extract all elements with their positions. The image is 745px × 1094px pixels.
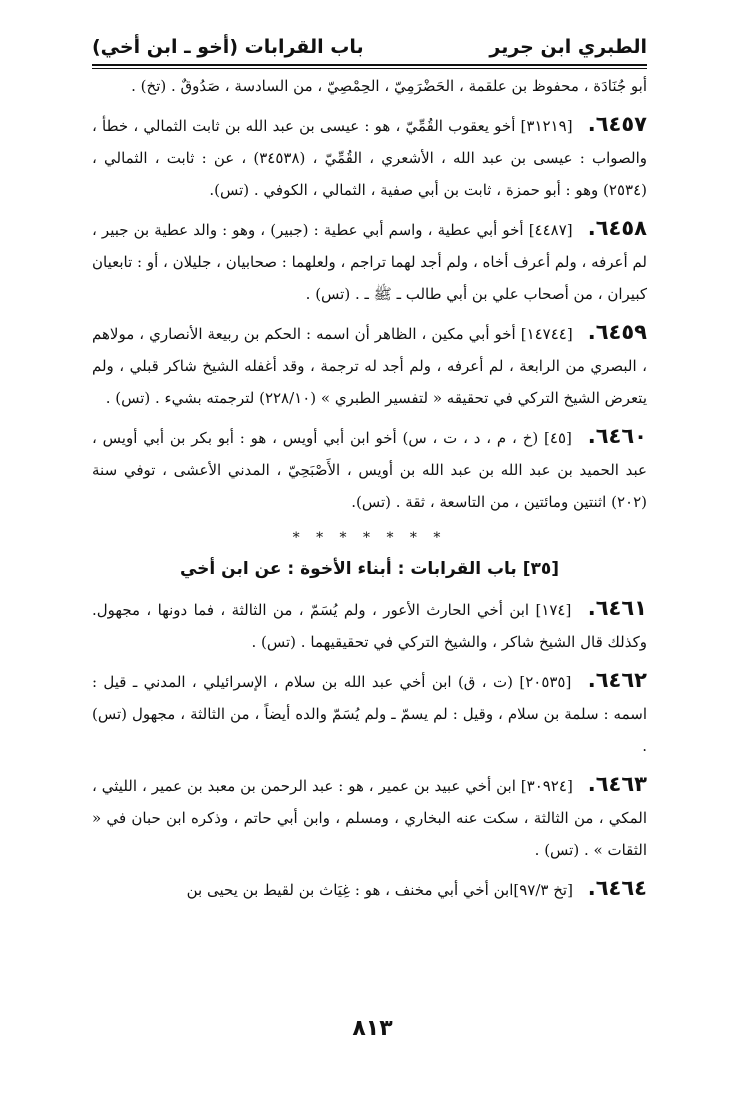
entry-6460 — [92, 420, 647, 518]
header-book-title: الطبري ابن جرير — [489, 36, 647, 58]
entry-6459 — [92, 316, 647, 414]
entry-number: ٦٤٦١. — [587, 596, 647, 620]
header-rule-thin — [92, 68, 647, 69]
entry-number: ٦٤٦٢. — [587, 668, 647, 692]
entry-number: ٦٤٦٤. — [587, 876, 647, 900]
entry-text: [٣٠٩٢٤] ابن أخي عبيد بن عمير ، هو : عبد الرحمن بن معبد بن عمير ، الليثي ، المكي ، من الثالثة ، سكت عنه البخاري ، ومسلم ، وابن أبي حاتم ، وذكره ابن حبان في « الثقات » . (تس) . — [92, 777, 647, 859]
entry-6461 — [92, 592, 647, 658]
entry-number: ٦٤٥٩. — [587, 320, 647, 344]
running-header — [92, 30, 647, 64]
header-rule — [92, 64, 647, 66]
section-separator: * * * * * * * — [292, 530, 447, 546]
entry-text: أبو جُنَادَة ، محفوظ بن علقمة ، الحَضْرَمِيّ ، الحِمْصِيّ ، من السادسة ، صَدُوقٌ . (تخ) . — [131, 77, 647, 95]
page-body — [92, 70, 647, 912]
entry-text: [٤٤٨٧] أخو أبي عطية ، واسم أبي عطية : (جبير) ، وهو : والد عطية بن جبير ، لم أعرفه ، ولم أعرف أخاه ، ولم أجد لهما تراجم ، ولعلهما : صحابيان ، جليلان ، أو : تابعيان كبيران ، من أصحاب علي بن أبي طالب ـ ﷺ ـ . (تس) . — [91, 221, 647, 303]
entry-6464 — [92, 872, 647, 906]
section-title: [٣٥] باب القرابات : أبناء الأخوة : عن ابن أخي — [179, 559, 560, 579]
entry-continued — [92, 70, 647, 102]
entry-text: [١٤٧٤٤] أخو أبي مكين ، الظاهر أن اسمه : الحكم بن ربيعة الأنصاري ، مولاهم ، البصري من الرابعة ، لم أعرفه ، ولم أجد له ترجمة ، وقد أغفله الشيخ شاكر قبلي ، ولم يتعرض الشيخ التركي في تحقيقه « لتفسير الطبري » (٢٢٨/١٠) لترجمته بشيء . (تس) . — [92, 325, 647, 407]
entry-text: [٢٠٥٣٥] (ت ، ق) ابن أخي عبد الله بن سلام ، الإسرائيلي ، المدني ـ قيل : اسمه : سلمة بن سلام ، وقيل : لم يسمّ ـ ولم يُسَمّ والده أيضاً ، من الثالثة ، مجهول (تس) . — [92, 673, 647, 755]
entry-text: [تخ ٩٧/٣]ابن أخي أبي مخنف ، هو : غِيَاث بن لقيط بن يحيى بن — [186, 881, 573, 899]
entry-6458 — [92, 212, 647, 310]
entry-6462 — [92, 664, 647, 762]
entry-number: ٦٤٦٣. — [587, 772, 647, 796]
entry-number: ٦٤٥٨. — [587, 216, 647, 240]
entry-6463 — [92, 768, 647, 866]
entry-6457 — [92, 108, 647, 206]
entry-text: [١٧٤] ابن أخي الحارث الأعور ، ولم يُسَمّ ، من الثالثة ، فما دونها ، مجهول. وكذلك قال الشيخ شاكر ، والشيخ التركي في تحقيقيهما . (تس) . — [92, 601, 647, 651]
entry-number: ٦٤٦٠. — [587, 424, 647, 448]
page-number: ٨١٣ — [352, 1016, 393, 1041]
header-chapter-title: باب القرابات (أخو ـ ابن أخي) — [92, 36, 364, 58]
entry-number: ٦٤٥٧. — [587, 112, 647, 136]
entry-text: [٣١٢١٩] أخو يعقوب القُمِّيّ ، هو : عيسى بن عبد الله بن ثابت الثمالي ، خطأ ، والصواب : عيسى بن عبد الله ، الأشعري ، القُمِّيّ ، (٣٤٥٣٨) ، عن : ثابت ، الثمالي ، (٢٥٣٤) وهو : أبو حمزة ، ثابت بن أبي صفية ، الثمالي ، الكوفي . (تس). — [92, 117, 648, 199]
entry-text: [٤٥] (خ ، م ، د ، ت ، س) أخو ابن أبي أويس ، هو : أبو بكر بن أبي أويس ، عبد الحميد بن عبد الله بن عبد الله بن أويس ، الأَصْبَحِيّ ، المدني الأعشى ، توفي سنة (٢٠٢) اثنتين ومائتين ، من التاسعة ، ثقة . (تس). — [92, 429, 647, 511]
